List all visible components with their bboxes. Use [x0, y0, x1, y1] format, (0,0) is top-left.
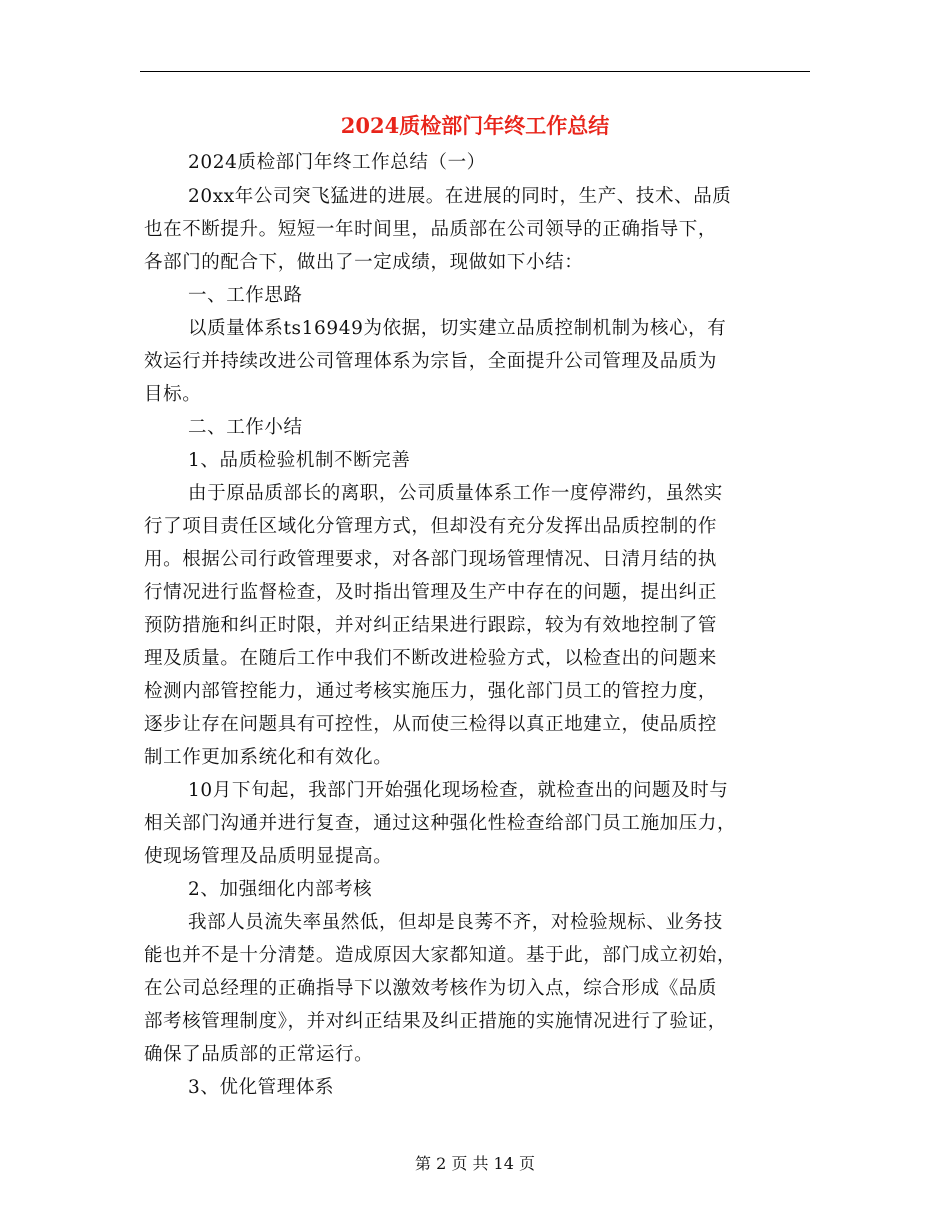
header-rule — [140, 71, 810, 72]
paragraph-line: 理及质量。在随后工作中我们不断改进检验方式，以检查出的问题来 — [144, 648, 718, 669]
paragraph-line: 以质量体系ts16949为依据，切实建立品质控制机制为核心，有 — [188, 318, 727, 339]
paragraph-line: 各部门的配合下，做出了一定成绩，现做如下小结： — [144, 252, 584, 273]
paragraph-line: 使现场管理及品质明显提高。 — [144, 846, 393, 867]
paragraph-line: 相关部门沟通并进行复查，通过这种强化性检查给部门员工施加压力， — [144, 813, 737, 834]
document-title: 2024质检部门年终工作总结 — [340, 113, 610, 138]
paragraph-line: 行了项目责任区域化分管理方式，但却没有充分发挥出品质控制的作 — [144, 516, 718, 537]
paragraph-line: 10月下旬起，我部门开始强化现场检查，就检查出的问题及时与 — [188, 780, 729, 801]
section-heading: 二、工作小结 — [188, 417, 303, 438]
page-number: 第 2 页 共 14 页 — [415, 1154, 535, 1173]
paragraph-line: 由于原品质部长的离职，公司质量体系工作一度停滞约，虽然实 — [188, 483, 723, 504]
paragraph-line: 部考核管理制度》，并对纠正结果及纠正措施的实施情况进行了验证， — [144, 1011, 727, 1032]
paragraph-line: 检测内部管控能力，通过考核实施压力，强化部门员工的管控力度， — [144, 681, 718, 702]
subsection-heading: 1、品质检验机制不断完善 — [188, 450, 411, 471]
paragraph-line: 能也并不是十分清楚。造成原因大家都知道。基于此，部门成立初始， — [144, 945, 737, 966]
paragraph-line: 效运行并持续改进公司管理体系为宗旨，全面提升公司管理及品质为 — [144, 351, 718, 372]
section-heading: 一、工作思路 — [188, 285, 303, 306]
paragraph-line: 行情况进行监督检查，及时指出管理及生产中存在的问题，提出纠正 — [144, 582, 718, 603]
paragraph-line: 预防措施和纠正时限，并对纠正结果进行跟踪，较为有效地控制了管 — [144, 615, 718, 636]
paragraph-line: 逐步让存在问题具有可控性，从而使三检得以真正地建立，使品质控 — [144, 714, 718, 735]
paragraph-line: 在公司总经理的正确指导下以激效考核作为切入点，综合形成《品质 — [144, 978, 718, 999]
section-heading: 2024质检部门年终工作总结（一） — [188, 152, 486, 173]
paragraph-line: 确保了品质部的正常运行。 — [144, 1044, 374, 1065]
paragraph-line: 目标。 — [144, 384, 202, 405]
paragraph-line: 20xx年公司突飞猛进的进展。在进展的同时，生产、技术、品质 — [188, 186, 732, 207]
paragraph-line: 也在不断提升。短短一年时间里，品质部在公司领导的正确指导下， — [144, 219, 718, 240]
paragraph-line: 制工作更加系统化和有效化。 — [144, 747, 393, 768]
subsection-heading: 2、加强细化内部考核 — [188, 879, 373, 900]
paragraph-line: 我部人员流失率虽然低，但却是良莠不齐，对检验规标、业务技 — [188, 912, 723, 933]
subsection-heading: 3、优化管理体系 — [188, 1077, 335, 1098]
paragraph-line: 用。根据公司行政管理要求，对各部门现场管理情况、日清月结的执 — [144, 549, 718, 570]
